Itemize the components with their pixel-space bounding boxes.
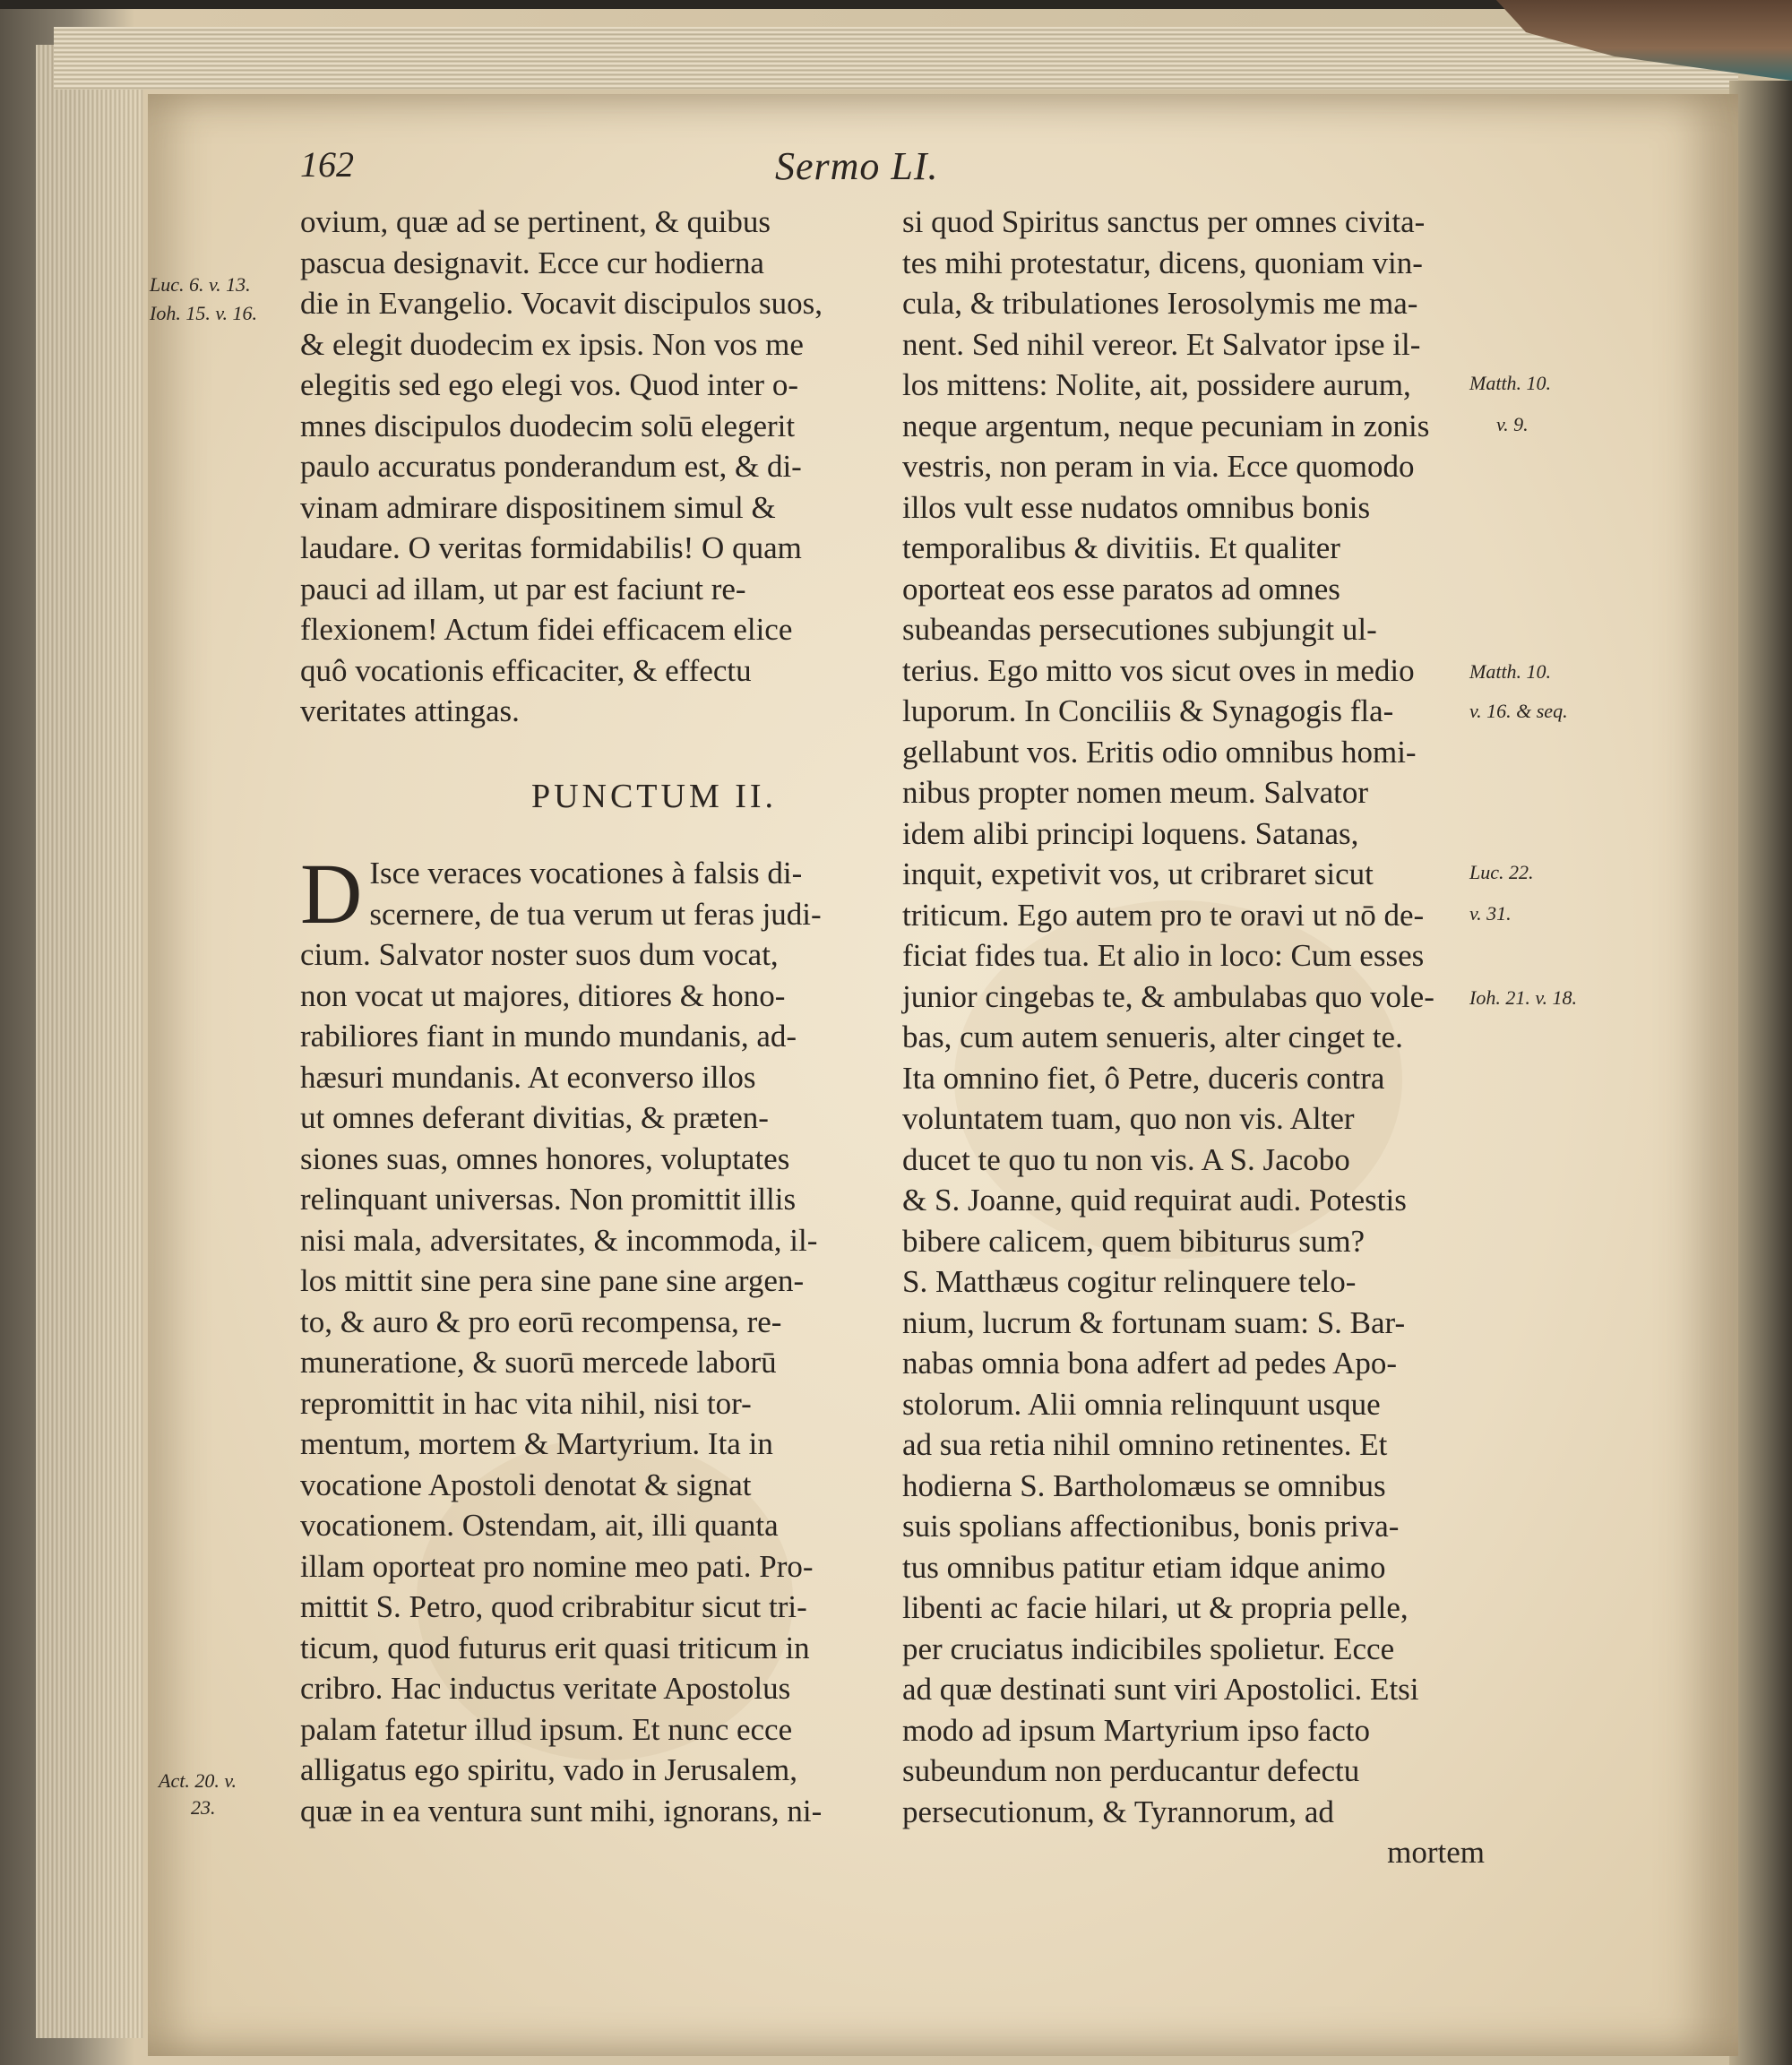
text-line: ad sua retia nihil omnino retinentes. Et [902,1427,1388,1462]
text-line: & S. Joanne, quid requirat audi. Potestis [902,1183,1407,1217]
text-line: los mittens: Nolite, ait, possidere aurum, [902,367,1411,402]
text-line: vocationem. Ostendam, ait, illi quanta [300,1508,779,1543]
text-line: nibus propter nomen meum. Salvator [902,775,1369,810]
text-line: ad quæ destinati sunt viri Apostolici. Etsi [902,1672,1419,1707]
text-line: siones suas, omnes honores, voluptates [300,1140,790,1176]
text-line: modo ad ipsum Martyrium ipso facto [902,1712,1371,1748]
text-line: pauci ad illam, ut par est faciunt re- [300,571,746,607]
text-line: temporalibus & divitiis. Et qualiter [902,530,1340,565]
text-line: relinquant universas. Non promittit illis [300,1182,797,1217]
text-line: elegitis sed ego elegi vos. Quod inter o- [300,367,798,402]
margin-note: v. 16. & seq. [1469,700,1568,722]
text-line: hæsuri mundanis. At econverso illos [300,1059,756,1095]
text-line: Ita omnino fiet, ô Petre, duceris contra [902,1060,1385,1096]
text-line: illam oporteat pro nomine meo pati. Pro- [300,1548,814,1584]
margin-note: Matth. 10. [1469,372,1552,394]
text-line: nent. Sed nihil vereor. Et Salvator ipse il- [902,326,1421,362]
section-heading: PUNCTUM II. [530,777,778,815]
text-line: bas, cum autem senueris, alter cinget te. [902,1020,1403,1054]
text-line: scernere, de tua verum ut feras judi- [369,896,822,932]
text-line: mnes discipulos duodecim solū elegerit [300,408,796,443]
right-page-curl [1729,81,1792,2065]
margin-note: Ioh. 15. v. 16. [150,302,257,324]
text-line: pascua designavit. Ecce cur hodierna [300,245,764,280]
text-line: non vocat ut majores, ditiores & hono- [300,977,786,1013]
text-line: los mittit sine pera sine pane sine argen- [300,1263,805,1298]
text-line: Isce veraces vocationes à falsis di- [369,856,803,891]
text-line: triticum. Ego autem pro te oravi ut nō de- [902,897,1425,933]
page-header [148,143,1738,197]
text-line: to, & auro & pro eorū recompensa, re- [300,1304,782,1339]
text-line: suis spolians affectionibus, bonis priva- [902,1509,1400,1544]
text-line: ut omnes deferant divitias, & præten- [300,1100,769,1135]
text-line: nium, lucrum & fortunam suam: S. Bar- [902,1304,1406,1340]
text-line: alligatus ego spiritu, vado in Jerusalem, [300,1752,798,1787]
text-line: si quod Spiritus sanctus per omnes civita- [902,204,1426,239]
drop-cap: D [300,846,363,942]
book-page [148,94,1738,2056]
text-line: paulo accuratus ponderandum est, & di- [300,449,802,484]
text-line: cula, & tribulationes Ierosolymis me ma- [902,286,1418,321]
text-line: illos vult esse nudatos omnibus bonis [902,489,1371,525]
text-line: idem alibi principi loquens. Satanas, [902,815,1359,851]
text-line: junior cingebas te, & ambulabas quo vole- [902,978,1434,1014]
text-line: ovium, quæ ad se pertinent, & quibus [300,204,771,239]
text-line: oporteat eos esse paratos ad omnes [902,571,1340,607]
text-line: libenti ac facie hilari, ut & propria pelle, [902,1590,1409,1625]
text-line: luporum. In Conciliis & Synagogis fla- [902,693,1394,728]
text-line: & elegit duodecim ex ipsis. Non vos me [300,326,804,362]
text-line: S. Matthæus cogitur relinquere telo- [902,1264,1357,1299]
margin-note: v. 31. [1469,902,1512,925]
catchword: mortem [1387,1835,1485,1870]
text-line: quæ in ea ventura sunt mihi, ignorans, ni- [300,1793,823,1828]
text-line: tes mihi protestatur, dicens, quoniam vin- [902,245,1423,280]
text-line: mentum, mortem & Martyrium. Ita in [300,1426,773,1461]
text-line: vocatione Apostoli denotat & signat [300,1467,752,1502]
text-line: nisi mala, adversitates, & incommoda, il- [300,1222,818,1258]
text-line: die in Evangelio. Vocavit discipulos suos, [300,286,823,321]
text-line: subeundum non perducantur defectu [902,1753,1360,1788]
text-line: mittit S. Petro, quod cribrabitur sicut tri- [300,1589,807,1624]
page-number: 162 [300,144,354,185]
text-line: stolorum. Alii omnia relinquunt usque [902,1386,1381,1422]
margin-note: Matth. 10. [1469,660,1552,683]
text-line: veritates attingas. [300,693,520,728]
text-line: voluntatem tuam, quo non vis. Alter [902,1101,1355,1136]
text-line: cribro. Hac inductus veritate Apostolus [300,1671,791,1706]
text-line: hodierna S. Bartholomæus se omnibus [902,1467,1386,1503]
margin-note: 23. [191,1796,216,1819]
right-column [902,202,1485,1873]
text-line: vinam admirare dispositinem simul & [300,489,776,525]
margin-note: Luc. 6. v. 13. [150,273,251,296]
text-line: bibere calicem, quem bibiturus sum? [902,1223,1366,1259]
text-line: vestris, non peram in via. Ecce quomodo [902,449,1415,484]
text-line: gellabunt vos. Eritis odio omnibus homi- [902,734,1417,770]
margin-note: Luc. 22. [1469,861,1534,883]
text-line: neque argentum, neque pecuniam in zonis [902,408,1430,443]
running-head: Sermo LI. [775,144,939,188]
margin-note: Act. 20. v. [159,1769,237,1792]
page-stack-top-edge [54,27,1738,90]
text-line: repromittit in hac vita nihil, nisi tor- [300,1385,752,1421]
text-line: tus omnibus patitur etiam idque animo [902,1549,1386,1585]
text-line: ticum, quod futurus erit quasi triticum in [300,1630,810,1665]
text-line: muneratione, & suorū mercede laborū [300,1345,777,1380]
text-line: palam fatetur illud ipsum. Et nunc ecce [300,1711,793,1747]
text-line: laudare. O veritas formidabilis! O quam [300,530,802,565]
text-line: inquit, expetivit vos, ut cribraret sicut [902,856,1374,891]
text-line: persecutionum, & Tyrannorum, ad [902,1794,1334,1829]
text-line: quô vocationis efficaciter, & effectu [300,652,752,688]
text-line: ducet te quo tu non vis. A S. Jacobo [902,1141,1350,1177]
text-line: terius. Ego mitto vos sicut oves in medio [902,652,1415,688]
margin-note: Ioh. 21. v. 18. [1469,986,1577,1009]
text-line: per cruciatus indicibiles spolietur. Ecce [902,1630,1395,1666]
margin-note: v. 9. [1496,413,1529,435]
text-line: nabas omnia bona adfert ad pedes Apo- [902,1346,1398,1381]
text-line: flexionem! Actum fidei efficacem elice [300,612,793,647]
text-line: subeandas persecutiones subjungit ul- [902,612,1377,647]
text-line: rabiliores fiant in mundo mundanis, ad- [300,1019,797,1054]
text-line: ficiat fides tua. Et alio in loco: Cum esses [902,938,1425,973]
text-line: cium. Salvator noster suos dum vocat, [300,937,779,972]
